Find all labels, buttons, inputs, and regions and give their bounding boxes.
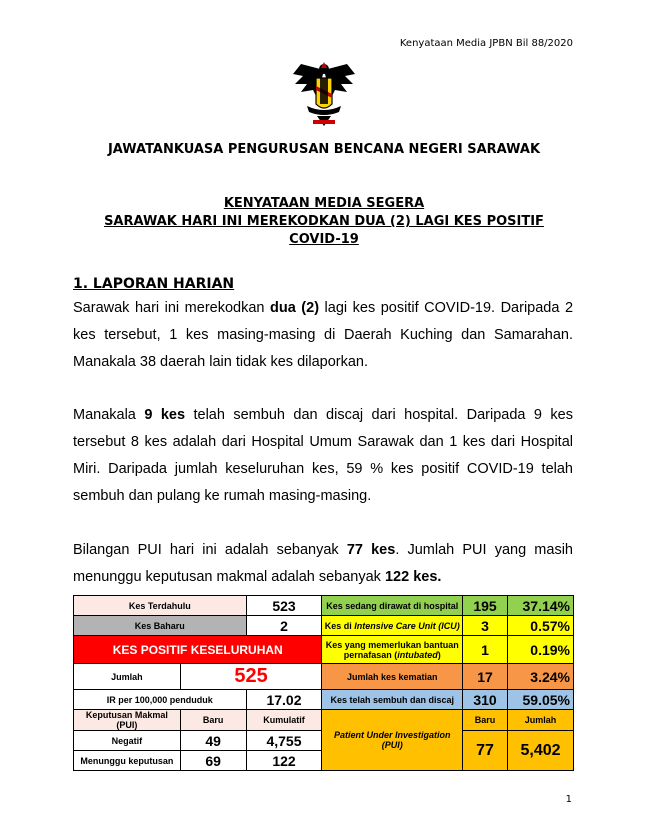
- emphasis: 122 kes.: [384, 569, 442, 585]
- total-positive-header: KES POSITIF KESELURUHAN: [74, 636, 322, 664]
- death-value: 17: [463, 664, 508, 690]
- paragraph-recovered: [73, 402, 573, 510]
- headline-line-3: COVID-19: [289, 232, 359, 247]
- pui-column-new: Baru: [463, 710, 508, 731]
- text: Sarawak hari ini merekodkan: [73, 300, 270, 316]
- pending-label: Menunggu keputusan: [74, 751, 181, 771]
- pui-column-total: Jumlah: [508, 710, 574, 731]
- table-row: [74, 636, 574, 664]
- ward-cases-value: 195: [463, 596, 508, 616]
- pending-new: 69: [180, 751, 246, 771]
- icu-cases-value: 3: [463, 616, 508, 636]
- text: Manakala: [73, 407, 145, 423]
- statistics-table: [73, 595, 574, 771]
- recovered-label: Kes telah sembuh dan discaj: [322, 690, 463, 710]
- icu-cases-label: [322, 616, 463, 636]
- pui-label: [322, 710, 463, 771]
- text: telah sembuh dan discaj dari hospital. Daripada 9 kes tersebut 8 kes adalah dari Hospital Umum Sarawak dan 1 kes dari Hospital Miri. Daripada jumlah keseluruhan kes, 59 % kes positif COVID-19 telah sembuh dan pulang ke rumah masing-masing.: [73, 407, 573, 504]
- death-label: Jumlah kes kematian: [322, 664, 463, 690]
- sarawak-crest-logo: [291, 60, 357, 130]
- total-label: Jumlah: [74, 664, 181, 690]
- section-title: 1. LAPORAN HARIAN: [73, 276, 235, 292]
- paragraph-pui: [73, 537, 573, 591]
- paragraph-daily-report: [73, 295, 573, 376]
- organization-name: JAWATANKUASA PENGURUSAN BENCANA NEGERI SARAWAK: [107, 142, 541, 157]
- negative-new: 49: [180, 731, 246, 751]
- intubated-cases-value: 1: [463, 636, 508, 664]
- total-value: 525: [180, 664, 322, 690]
- emphasis: 9 kes: [144, 407, 186, 423]
- column-header-new: Baru: [180, 710, 246, 731]
- recovered-value: 310: [463, 690, 508, 710]
- negative-label: Negatif: [74, 731, 181, 751]
- emphasis: 77 kes: [346, 542, 396, 558]
- previous-cases-value: 523: [246, 596, 322, 616]
- text: Intensive Care Unit (ICU): [354, 620, 460, 631]
- ir-value: 17.02: [246, 690, 322, 710]
- table-row: [74, 664, 574, 690]
- text: Kes di: [324, 620, 355, 631]
- headline: [60, 195, 588, 249]
- page-number: 1: [565, 794, 572, 805]
- text: Kes yang memerlukan bantuan pernafasan (: [325, 639, 459, 660]
- recovered-percent: 59.05%: [508, 690, 574, 710]
- ward-cases-percent: 37.14%: [508, 596, 574, 616]
- headline-line-2: SARAWAK HARI INI MEREKODKAN DUA (2) LAGI KES POSITIF: [104, 214, 544, 229]
- text: lagi kes positif COVID-19. Daripada 2 kes tersebut, 1 kes masing-masing di Daerah Kuching dan Samarahan. Manakala 38 daerah lain tidak kes dilaporkan.: [73, 300, 574, 370]
- text: intubated: [397, 649, 438, 660]
- text: ): [437, 649, 441, 660]
- headline-line-1: KENYATAAN MEDIA SEGERA: [223, 196, 425, 211]
- table-row: [74, 616, 574, 636]
- table-row: [74, 596, 574, 616]
- new-cases-value: 2: [246, 616, 322, 636]
- death-percent: 3.24%: [508, 664, 574, 690]
- table-row: [74, 710, 574, 731]
- document-reference: Kenyataan Media JPBN Bil 88/2020: [399, 38, 573, 49]
- intubated-cases-percent: 0.19%: [508, 636, 574, 664]
- ward-cases-label: Kes sedang dirawat di hospital: [322, 596, 463, 616]
- intubated-cases-label: [322, 636, 463, 664]
- text: . Jumlah PUI yang masih menunggu keputusan makmal adalah sebanyak: [73, 542, 573, 585]
- pui-new-value: 77: [463, 731, 508, 771]
- text: Patient Under Investigation (PUI): [333, 730, 451, 750]
- table-row: [74, 690, 574, 710]
- text: Bilangan PUI hari ini adalah sebanyak: [73, 542, 347, 558]
- column-header-cumulative: Kumulatif: [246, 710, 322, 731]
- previous-cases-label: Kes Terdahulu: [74, 596, 247, 616]
- new-cases-label: Kes Baharu: [74, 616, 247, 636]
- ir-label: IR per 100,000 penduduk: [74, 690, 247, 710]
- pui-lab-header: Keputusan Makmal (PUI): [74, 710, 181, 731]
- negative-cumulative: 4,755: [246, 731, 322, 751]
- pending-cumulative: 122: [246, 751, 322, 771]
- emphasis: dua (2): [270, 300, 320, 316]
- pui-total-value: 5,402: [508, 731, 574, 771]
- icu-cases-percent: 0.57%: [508, 616, 574, 636]
